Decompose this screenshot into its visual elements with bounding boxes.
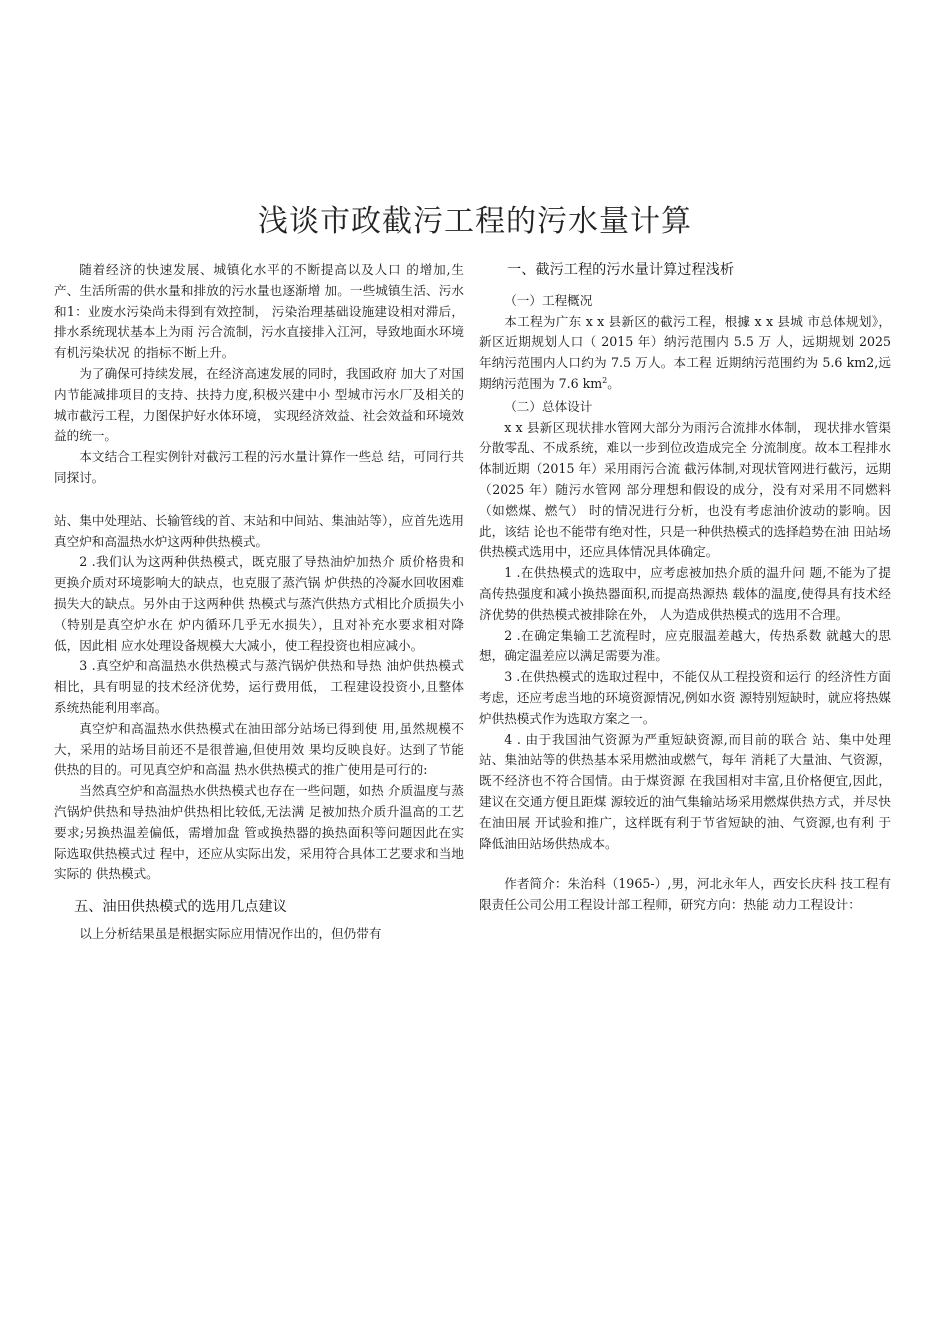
body-paragraph: [479, 312, 891, 395]
body-text: 本工程为广东 x x 县新区的截污工程，根據 x x 县城 市总体规划》，新区近期规划人口（ 2015 年）纳污范围内 5.5 万 人，远期规划 2025 年纳污范围内人口约为 7.5 万人。本工程 近期纳污范围约为 5.6 km2,远期纳污范围为 7.6 km: [479, 313, 891, 391]
body-paragraph: x x 县新区现状排水管网大部分为雨污合流排水体制， 现状排水管渠分散零乱、不成系统，难以一步到位改造成完全 分流制度。故本工程排水体制近期（2015 年）采用雨污合流 截污体制,对现状管网进行截污，远期（2025 年）随污水管网 部分理想和假设的成分，没有对采用不同燃料（如燃煤、燃气） 时的情况进行分析，也没有考虑油价波动的影响。因此，该结 论也不能带有绝对性，只是一种供热模式的选择趋势在油 田站场供热模式选用中，还应具体情况具体确定。: [479, 419, 891, 560]
page-title: 浅谈市政截污工程的污水量计算: [258, 204, 692, 239]
intro-paragraph: 本文结合工程实例针对截污工程的污水量计算作一些总 结，可同行共同探讨。: [54, 449, 464, 485]
body-paragraph: 4 . 由于我国油气资源为严重短缺资源,而目前的联合 站、集中处理站、集油站等的供热基本采用燃油或燃气，每年 消耗了大量油、气资源，既不经济也不符合国情。由于煤资源 在我国相对丰富,且价格便宜,因此，建议在交通方便且距煤 源较近的油气集输站场采用燃煤供热方式，并尽快在油田展 开试验和推广，这样既有利于节省短缺的油、气资源,也有利 于降低油田站场供热成本。: [479, 731, 891, 851]
body-paragraph: 1 .在供热模式的选取中，应考虑被加热介质的温升问 题,不能为了提高传热强度和减小换热器面积,而提高热源热 载体的温度,使得具有技术经济优势的供热模式被排除在外， 人为造成供热模式的选用不合理。: [479, 565, 891, 622]
superscript: 2: [602, 375, 608, 385]
body-paragraph: 3 .真空炉和高温热水供热模式与蒸汽锅炉供热和导热 油炉供热模式相比，具有明显的技术经济优势，运行费用低， 工程建设投资小,且整体系统热能利用率高。: [54, 658, 464, 715]
intro-paragraph: 随着经济的快速发展、城镇化水平的不断提高以及人口 的增加,生产、生活所需的供水量和排放的污水量也逐渐增 加。一些城镇生活、污水和1：业废水污染尚未得到有效控制， 污染治理基础设施建设相对滞后，排水系统现状基本上为雨 污合流制，污水直接排入江河，导致地面水环境有机污染状况 的指标不断上升。: [54, 262, 464, 361]
section-heading: 五、油田供热模式的选用几点建议: [74, 899, 287, 916]
intro-paragraph: 为了确保可持续发展，在经济高速发展的同时，我国政府 加大了对国内节能减排项目的支持、扶持力度,积极兴建中小 型城市污水厂及相关的城市截污工程，力图保护好水体环境， 实现经济效益、社会效益和环境效益的统一。: [54, 365, 464, 444]
body-paragraph: 真空炉和高温热水供热模式在油田部分站场已得到使 用,虽然规模不大，采用的站场目前还不是很普遍,但使用效 果均反映良好。达到了节能供热的目的。可见真空炉和高温 热水供热模式的推广使用是可行的:: [54, 720, 464, 778]
body-paragraph: 当然真空炉和高温热水供热模式也存在一些问题，如热 介质温度与蒸汽锅炉供热和导热油炉供热相比较低,无法满 足被加热介质升温高的工艺要求;另换热温差偏低，需增加盘 管或换热器的换热面积等问题因此在实际选取供热模式过 程中，还应从实际出发，采用符合具体工艺要求和当地实际的 供热模式。: [54, 783, 464, 882]
column-gap: [54, 489, 464, 511]
body-paragraph: 2 .在确定集输工艺流程时，应克服温差越大，传热系数 就越大的思想，确定温差应以满足需要为准。: [479, 627, 891, 664]
body-paragraph: 站、集中处理站、长输管线的首、末站和中间站、集油站等），应首先选用真空炉和高温热水炉这两种供热模式。: [54, 512, 464, 549]
body-paragraph: 3 .在供热模式的选取过程中，不能仅从工程投资和运行 的经济性方面考虑，还应考虑当地的环境资源情况,例如水资 源特别短缺时，就应将热媒炉供热模式作为选取方案之一。: [479, 669, 891, 726]
right-column: [479, 260, 891, 916]
subsection-heading: （二）总体设计: [504, 398, 593, 414]
body-paragraph: 以上分析结果虽是根据实际应用情况作出的，但仍带有: [79, 925, 382, 941]
body-paragraph: 2 .我们认为这两种供热模式，既克服了导热油炉加热介 质价格贵和更换介质对环境影响大的缺点，也克服了蒸汽锅 炉供热的冷凝水回收困难损失大的缺点。另外由于这两种供 热模式与蒸汽供热方式相比介质损失小（特别是真空炉水在 炉内循环几乎无水损失），且对补充水要求相对降低，因此相 应水处理设备规模大大减小，使工程投资也相应减小。: [54, 554, 464, 653]
section-heading: 一、截污工程的污水量计算过程浅析: [507, 262, 735, 278]
subsection-heading: （一）工程概况: [504, 292, 593, 308]
author-note: 作者简介：朱治科（1965-）,男，河北永年人，西安长庆科 技工程有限责任公司公用工程设计部工程师，研究方向：热能 动力工程设计：: [479, 876, 891, 913]
left-column: [54, 260, 464, 945]
body-text: 。: [607, 375, 620, 391]
